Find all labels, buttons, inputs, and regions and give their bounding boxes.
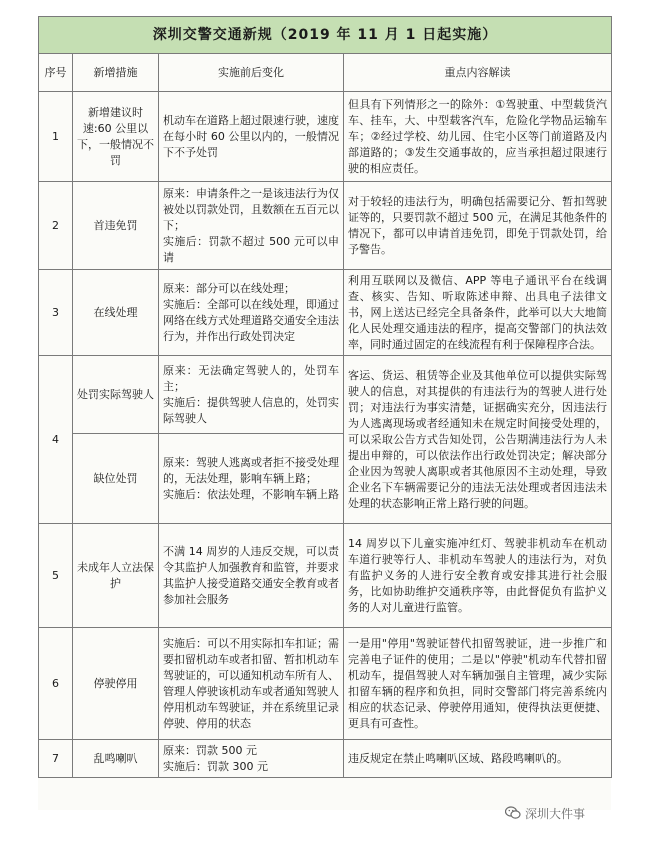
header-measure: 新增措施 xyxy=(73,54,159,92)
regulation-sheet xyxy=(38,16,611,810)
row-change: 机动车在道路上超过限速行驶，速度在每小时 60 公里以内的，一般情况下不予处罚 xyxy=(159,92,344,182)
change-line: 实施后：罚款不超过 500 元可以申请 xyxy=(163,234,339,264)
row-change xyxy=(159,740,344,778)
row-measure: 新增建议时速:60 公里以下，一般情况不罚 xyxy=(73,92,159,182)
change-line: 实施后：可以不用实际扣车扣证；需要扣留机动车或者扣留、暂扣机动车驾驶证的，可以通知机动车所有人、管理人停驶该机动车或者通知驾驶人停用机动车驾驶证，并在系统里记录停驶、停用的状态 xyxy=(163,636,339,730)
table-row xyxy=(39,524,612,628)
header-change: 实施前后变化 xyxy=(159,54,344,92)
change-line: 原来：申请条件之一是该违法行为仅被处以罚款处罚，且数额在五百元以下； xyxy=(163,186,339,232)
wechat-icon xyxy=(505,806,521,820)
row-measure: 处罚实际驾驶人 xyxy=(73,356,159,434)
table-header-row xyxy=(39,54,612,92)
row-no: 6 xyxy=(39,628,73,740)
change-line: 实施后：罚款 300 元 xyxy=(163,759,268,773)
row-change xyxy=(159,270,344,356)
row-change xyxy=(159,628,344,740)
row-detail: 利用互联网以及微信、APP 等电子通讯平台在线调查、核实、告知、听取陈述申辩、出具电子法律文书，网上送达已经完全具备条件，此举可以大大地简化人民处理交通违法的程序，提高交警部门的执法效率，同时通过固定的在线流程有利于保障程序合法。 xyxy=(344,270,612,356)
row-no: 7 xyxy=(39,740,73,778)
change-line: 实施后：全部可以在线处理，即通过网络在线方式处理道路交通安全违法行为，并作出行政处罚决定 xyxy=(163,297,339,343)
row-measure: 在线处理 xyxy=(73,270,159,356)
regulation-table xyxy=(38,16,612,778)
row-change xyxy=(159,434,344,524)
change-line: 实施后：提供驾驶人信息的，处罚实际驾驶人 xyxy=(163,395,339,425)
header-no: 序号 xyxy=(39,54,73,92)
row-change xyxy=(159,182,344,270)
watermark-text: 深圳大件事 xyxy=(525,806,586,821)
row-detail: 14 周岁以下儿童实施冲红灯、驾驶非机动车在机动车道行驶等行人、非机动车驾驶人的违法行为，对负有监护义务的人进行安全教育或安排其进行社会服务，比如协助维护交通秩序等，由此督促负有监护义务的人对儿童进行监管。 xyxy=(344,524,612,628)
table-row xyxy=(39,92,612,182)
table-row xyxy=(39,740,612,778)
change-line: 实施后：依法处理，不影响车辆上路 xyxy=(163,487,339,501)
table-row xyxy=(39,356,612,434)
row-no: 3 xyxy=(39,270,73,356)
row-detail: 但具有下列情形之一的除外：①驾驶重、中型载货汽车、挂车，大、中型载客汽车，危险化学物品运输车车；②经过学校、幼儿园、住宅小区等门前道路及内部道路的；③发生交通事故的，应当承担超过限速行驶的相应责任。 xyxy=(344,92,612,182)
row-detail: 违反规定在禁止鸣喇叭区域、路段鸣喇叭的。 xyxy=(344,740,612,778)
row-measure: 未成年人立法保护 xyxy=(73,524,159,628)
row-no: 1 xyxy=(39,92,73,182)
change-line: 原来：部分可以在线处理； xyxy=(163,281,295,295)
table-row xyxy=(39,182,612,270)
row-no: 4 xyxy=(39,356,73,524)
table-title: 深圳交警交通新规（2019 年 11 月 1 日起实施） xyxy=(39,17,612,54)
row-detail: 客运、货运、租赁等企业及其他单位可以提供实际驾驶人的信息，对其提供的有违法行为的驾驶人进行处罚；对违法行为事实清楚，证据确实充分，因违法行为人逃离现场或者经通知未在规定时间接受处理的，可以采取公告方式告知处罚，公告期满违法行为人未提出申辩的，可以依法作出行政处罚决定；解决部分企业因为驾驶人离职或者其他原因不主动处理，导致企业名下车辆需要记分的违法无法处理或者因违法未处理的状态影响正常上路行驶的问题。 xyxy=(344,356,612,524)
row-measure: 缺位处罚 xyxy=(73,434,159,524)
table-row xyxy=(39,270,612,356)
row-measure: 首违免罚 xyxy=(73,182,159,270)
row-detail: 对于较轻的违法行为，明确包括需要记分、暂扣驾驶证等的，只要罚款不超过 500 元，在满足其他条件的情况下，都可以申请首违免罚，即免于罚款处罚，给予警告。 xyxy=(344,182,612,270)
row-measure: 停驶停用 xyxy=(73,628,159,740)
row-change: 不满 14 周岁的人违反交规，可以责令其监护人加强教育和监管，并要求其监护人接受道路交通安全教育或者参加社会服务 xyxy=(159,524,344,628)
change-line: 原来：驾驶人逃离或者拒不接受处理的，无法处理，影响车辆上路； xyxy=(163,455,339,485)
watermark xyxy=(505,803,645,823)
row-detail: 一是用"停用"驾驶证替代扣留驾驶证，进一步推广和完善电子证件的使用；二是以"停驶"机动车代替扣留机动车，提倡驾驶人对车辆加强自主管理，减少实际扣留车辆的程序和负担，同时交警部门将完善系统内相应的状态记录、停驶停用通知，使得执法更便捷、更具有可查性。 xyxy=(344,628,612,740)
header-detail: 重点内容解读 xyxy=(344,54,612,92)
row-no: 2 xyxy=(39,182,73,270)
row-measure: 乱鸣喇叭 xyxy=(73,740,159,778)
row-change xyxy=(159,356,344,434)
table-row xyxy=(39,628,612,740)
change-line: 原来：无法确定驾驶人的，处罚车主； xyxy=(163,363,339,393)
change-line: 原来：罚款 500 元 xyxy=(163,743,257,757)
row-no: 5 xyxy=(39,524,73,628)
